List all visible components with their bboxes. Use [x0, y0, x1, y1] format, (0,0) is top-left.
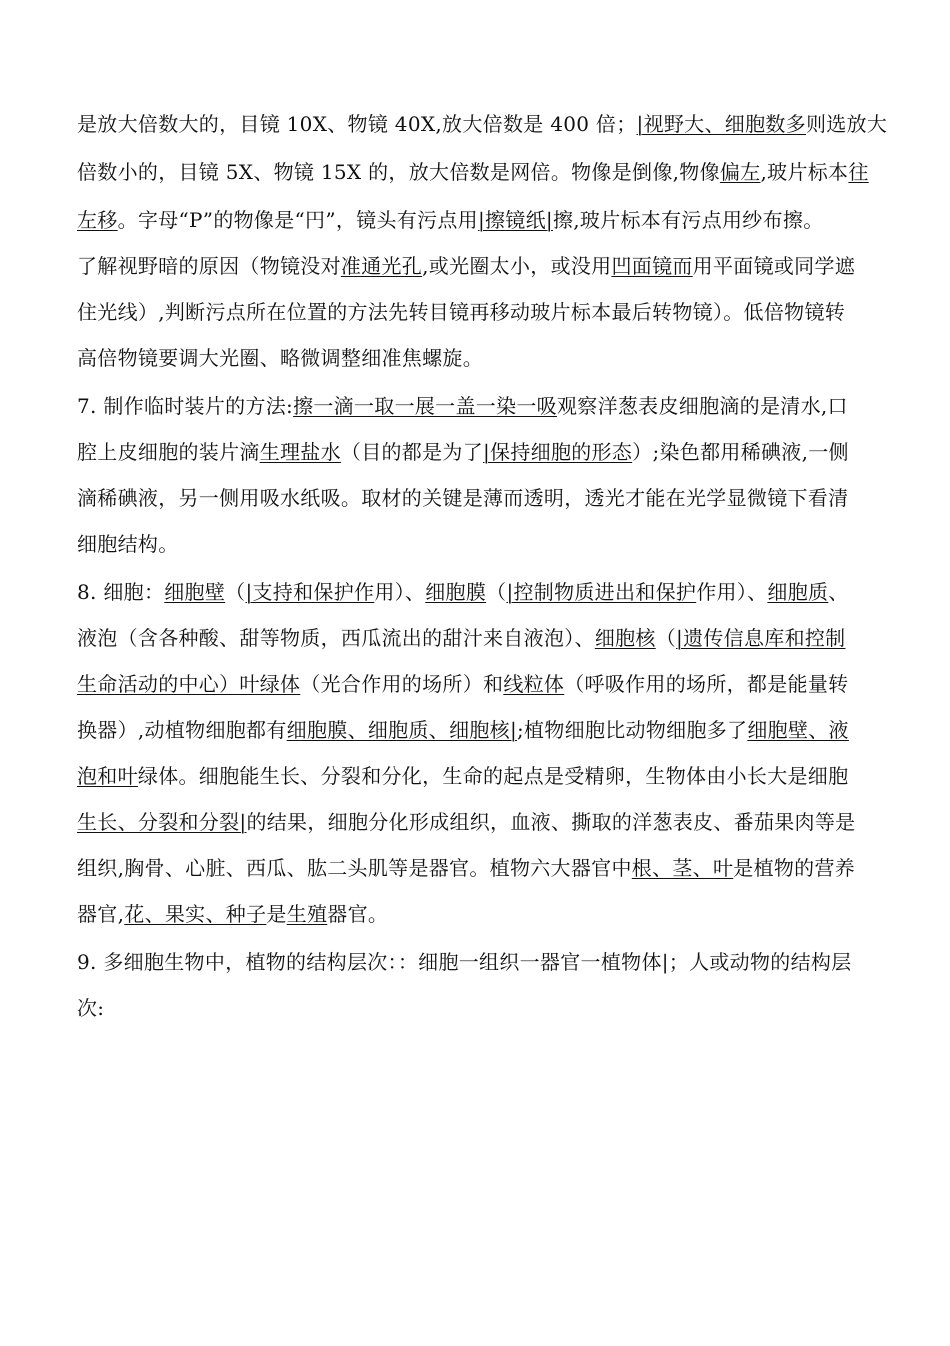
underlined-answer: 细胞壁、液: [747, 718, 849, 742]
underlined-answer: 擦一滴一取一展一盖一染一吸: [293, 394, 557, 418]
text-line: [77, 856, 907, 880]
text-line: [77, 532, 907, 556]
text-line: [77, 112, 907, 136]
text-segment: 9. 多细胞生物中，植物的结构层次：：细胞一组织一器官一植物体|；人或动物的结构层: [77, 950, 852, 974]
text-line: [77, 394, 907, 418]
text-segment: 。字母“P”的物像是“円”，镜头有污点用: [117, 208, 478, 232]
underlined-answer: 生命活动的中心）叶绿体: [77, 672, 301, 696]
text-segment: 住光线）,判断污点所在位置的方法先转目镜再移动玻片标本最后转物镜）。低倍物镜转: [77, 300, 846, 324]
underlined-answer: 根、茎、叶: [631, 856, 734, 880]
underlined-answer: |控制物质进出和保护: [506, 580, 697, 604]
text-line: [77, 950, 907, 974]
text-segment: 用平面镜或同学遮: [692, 254, 856, 278]
text-segment: 擦,玻片标本有污点用纱布擦。: [552, 208, 824, 232]
text-segment: （呼吸作用的场所，都是能量转: [564, 672, 849, 696]
text-line: [77, 718, 907, 742]
text-line: [77, 580, 907, 604]
underlined-answer: 细胞质: [767, 580, 829, 604]
text-segment: 是放大倍数大的，目镜 10X、物镜 40X,放大倍数是 400 倍；: [77, 112, 637, 136]
text-segment: 细胞结构。: [77, 532, 179, 556]
text-line: [77, 300, 907, 324]
underlined-answer: |擦镜纸|: [477, 208, 553, 232]
underlined-answer: 细胞膜: [425, 580, 487, 604]
underlined-answer: 泡和叶: [77, 764, 138, 788]
text-segment: 用）、: [374, 580, 426, 604]
text-segment: 换器）,动植物细胞都有: [77, 718, 287, 742]
underlined-answer: 细胞膜、细胞质、细胞核|: [286, 718, 518, 742]
text-line: [77, 672, 907, 696]
text-segment: 组织,胸骨、心脏、西瓜、肱二头肌等是器官。植物六大器官中: [77, 856, 632, 880]
text-segment: 滴稀碘液，另一侧用吸水纸吸。取材的关键是薄而透明，透光才能在光学显微镜下看清: [77, 486, 849, 510]
text-line: [77, 160, 907, 184]
text-segment: 高倍物镜要调大光圈、略微调整细准焦螺旋。: [77, 346, 483, 370]
underlined-answer: 细胞壁: [164, 580, 226, 604]
underlined-answer: 准通光孔: [340, 254, 423, 278]
underlined-answer: |保持细胞的形态: [483, 440, 633, 464]
text-segment: （光合作用的场所）和: [300, 672, 504, 696]
underlined-answer: 细胞核: [594, 626, 656, 650]
text-line: [77, 764, 907, 788]
underlined-answer: 偏左: [719, 160, 761, 184]
underlined-answer: |支持和保护作: [245, 580, 375, 604]
text-line: [77, 810, 907, 834]
text-line: [77, 440, 907, 464]
text-segment: 器官,: [77, 902, 125, 926]
text-line: [77, 626, 907, 650]
text-line: [77, 486, 907, 510]
text-segment: ;植物细胞比动物细胞多了: [517, 718, 748, 742]
text-segment: 液泡（含各种酸、甜等物质，西瓜流出的甜汁来自液泡）、: [77, 626, 595, 650]
underlined-answer: 凹面镜而: [611, 254, 693, 278]
text-segment: （: [225, 580, 246, 604]
text-segment: 8. 细胞：: [77, 580, 165, 604]
text-line: [77, 208, 907, 232]
text-segment: 倍数小的，目镜 5X、物镜 15X 的，放大倍数是网倍。物像是倒像,物像: [77, 160, 720, 184]
underlined-answer: 线粒体: [503, 672, 565, 696]
text-segment: 、: [828, 580, 849, 604]
text-segment: 了解视野暗的原因（物镜没对: [77, 254, 341, 278]
text-segment: （: [486, 580, 507, 604]
underlined-answer: 生理盐水: [259, 440, 341, 464]
underlined-answer: 生殖: [286, 902, 328, 926]
text-line: [77, 996, 907, 1020]
text-segment: 腔上皮细胞的装片滴: [77, 440, 260, 464]
text-segment: ,玻片标本: [760, 160, 849, 184]
text-segment: 绿体。细胞能生长、分裂和分化，生命的起点是受精卵，生物体由小长大是细胞: [137, 764, 849, 788]
text-segment: 作用）、: [696, 580, 768, 604]
text-segment: ,或光圈太小，或没用: [422, 254, 612, 278]
text-line: [77, 254, 907, 278]
text-segment: （目的都是为了: [340, 440, 484, 464]
text-segment: 是植物的营养: [733, 856, 856, 880]
text-segment: 的结果，细胞分化形成组织，血液、撕取的洋葱表皮、番茄果肉等是: [246, 810, 856, 834]
underlined-answer: 花、果实、种子: [124, 902, 267, 926]
text-segment: 7. 制作临时装片的方法:: [77, 394, 294, 418]
underlined-answer: |视野大、细胞数多: [636, 112, 806, 136]
text-segment: 器官。: [327, 902, 389, 926]
underlined-answer: 往: [848, 160, 869, 184]
text-segment: 则选放大: [806, 112, 888, 136]
text-segment: 次:: [77, 996, 105, 1020]
text-segment: 观察洋葱表皮细胞滴的是清水,口: [556, 394, 848, 418]
text-line: [77, 346, 907, 370]
text-segment: 是: [266, 902, 287, 926]
underlined-answer: 左移: [77, 208, 118, 232]
underlined-answer: 生长、分裂和分裂|: [77, 810, 247, 834]
text-segment: ）;染色都用稀碘液,一侧: [632, 440, 849, 464]
underlined-answer: |遗传信息库和控制: [676, 626, 846, 650]
text-segment: （: [655, 626, 677, 650]
text-line: [77, 902, 907, 926]
